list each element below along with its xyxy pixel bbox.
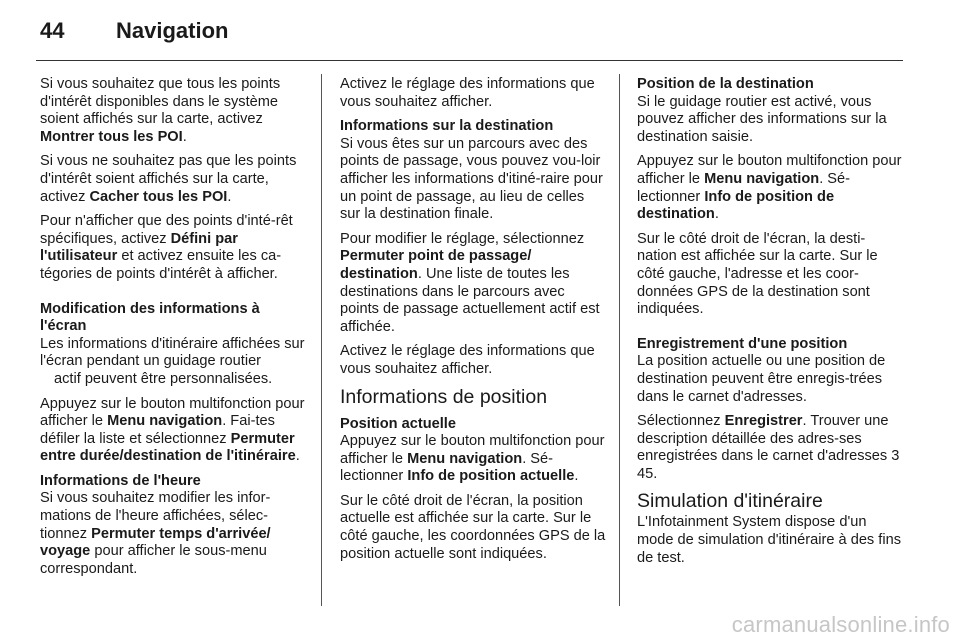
paragraph: Appuyez sur le bouton multifonction pour afficher le Menu navigation. Fai-tes défiler la liste et sélectionnez Permuter entre durée/destination de l'itinéraire. — [40, 395, 305, 465]
paragraph: Si vous ne souhaitez pas que les points d'intérêt soient affichés sur la carte, activez Cacher tous les POI. — [40, 153, 297, 205]
menu-option: Cacher tous les POI — [89, 188, 228, 205]
section-heading: Simulation d'itinéraire — [637, 490, 823, 513]
paragraph: Si vous êtes sur un parcours avec des points de passage, vous pouvez vou-loir afficher les informations d'itiné-raire pour un point de passage, au lieu de celles sur la destination finale. — [340, 135, 603, 223]
paragraph: Sur le côté droit de l'écran, la position actuelle est affichée sur la carte. Sur le côté gauche, les coordonnées GPS de la position actuelle sont indiquées. — [340, 492, 606, 562]
watermark: carmanualsonline.info — [731, 612, 950, 637]
menu-option: Montrer tous les POI — [40, 128, 183, 145]
menu-option: Permuter temps d'arrivée/ voyage — [40, 525, 271, 560]
column-divider-1 — [321, 74, 322, 606]
subheading: Informations de l'heure — [40, 472, 201, 489]
paragraph: Si le guidage routier est activé, vous pouvez afficher des informations sur la destination saisie. — [637, 93, 887, 145]
header-rule — [36, 60, 903, 61]
paragraph: Sélectionnez Enregistrer. Trouver une description détaillée des adres-ses enregistrées dans le carnet d'adresses 3 45. — [637, 413, 900, 482]
menu-option: Info de position actuelle — [407, 468, 575, 485]
paragraph: Appuyez sur le bouton multifonction pour afficher le Menu navigation. Sé-lectionner Info de position de destination. — [637, 153, 902, 223]
paragraph: Si vous souhaitez que tous les points d'intérêt disponibles dans le système soient affichés sur la carte, activez Montrer tous les POI. — [40, 76, 281, 145]
menu-option: Enregistrer — [724, 413, 803, 430]
page-title: Navigation — [116, 18, 229, 43]
paragraph: Les informations d'itinéraire affichées sur l'écran pendant un guidage routier actif peuvent être personnalisées. — [40, 335, 305, 387]
page-number: 44 — [40, 18, 65, 43]
paragraph: Si vous souhaitez modifier les infor-mations de l'heure affichées, sélec-tionnez Permuter temps d'arrivée/ voyage pour afficher le sous-menu correspondant. — [40, 490, 271, 577]
menu-option: Permuter entre durée/destination de l'itinéraire — [40, 430, 296, 465]
column-3 — [637, 76, 905, 574]
menu-option: Menu navigation — [107, 413, 223, 430]
paragraph: Pour modifier le réglage, sélectionnez Permuter point de passage/ destination. Une liste de toutes les destinations dans le parcours avec points de passage actuellement actif est affichée. — [340, 230, 600, 335]
page-reference[interactable]: 3 45. — [637, 448, 900, 482]
subheading: Position actuelle — [340, 415, 456, 432]
paragraph: Activez le réglage des informations que vous souhaitez afficher. — [340, 343, 595, 377]
paragraph: L'Infotainment System dispose d'un mode de simulation d'itinéraire à des fins de test. — [637, 514, 901, 566]
section-heading: Informations de position — [340, 385, 548, 408]
paragraph: La position actuelle ou une position de destination peuvent être enregis-trées dans le carnet d'adresses. — [637, 353, 886, 405]
paragraph: Activez le réglage des informations que vous souhaitez afficher. — [340, 76, 595, 110]
subheading: Position de la destination — [637, 76, 814, 92]
paragraph: Pour n'afficher que des points d'inté-rêt spécifiques, activez Défini par l'utilisateur et activez ensuite les ca-tégories de points d'intérêt à afficher. — [40, 213, 293, 282]
column-1 — [40, 76, 308, 585]
menu-option: Menu navigation — [704, 170, 820, 187]
menu-option: Info de position de destination — [637, 188, 835, 223]
paragraph: Appuyez sur le bouton multifonction pour afficher le Menu navigation. Sé-lectionner Info de position actuelle. — [340, 433, 605, 485]
column-divider-2 — [619, 74, 620, 606]
menu-option: Menu navigation — [407, 450, 523, 467]
subheading: Enregistrement d'une position — [637, 335, 848, 352]
subheading: Modification des informations à l'écran — [40, 300, 260, 335]
subheading: Informations sur la destination — [340, 118, 554, 135]
menu-option: Défini par l'utilisateur — [40, 230, 238, 265]
column-2 — [340, 76, 606, 570]
paragraph: Sur le côté droit de l'écran, la desti-nation est affichée sur la carte. Sur le côté gauche, l'adresse et les coor-données GPS de la destination sont indiquées. — [637, 230, 878, 318]
menu-option: Permuter point de passage/ destination — [340, 248, 532, 282]
